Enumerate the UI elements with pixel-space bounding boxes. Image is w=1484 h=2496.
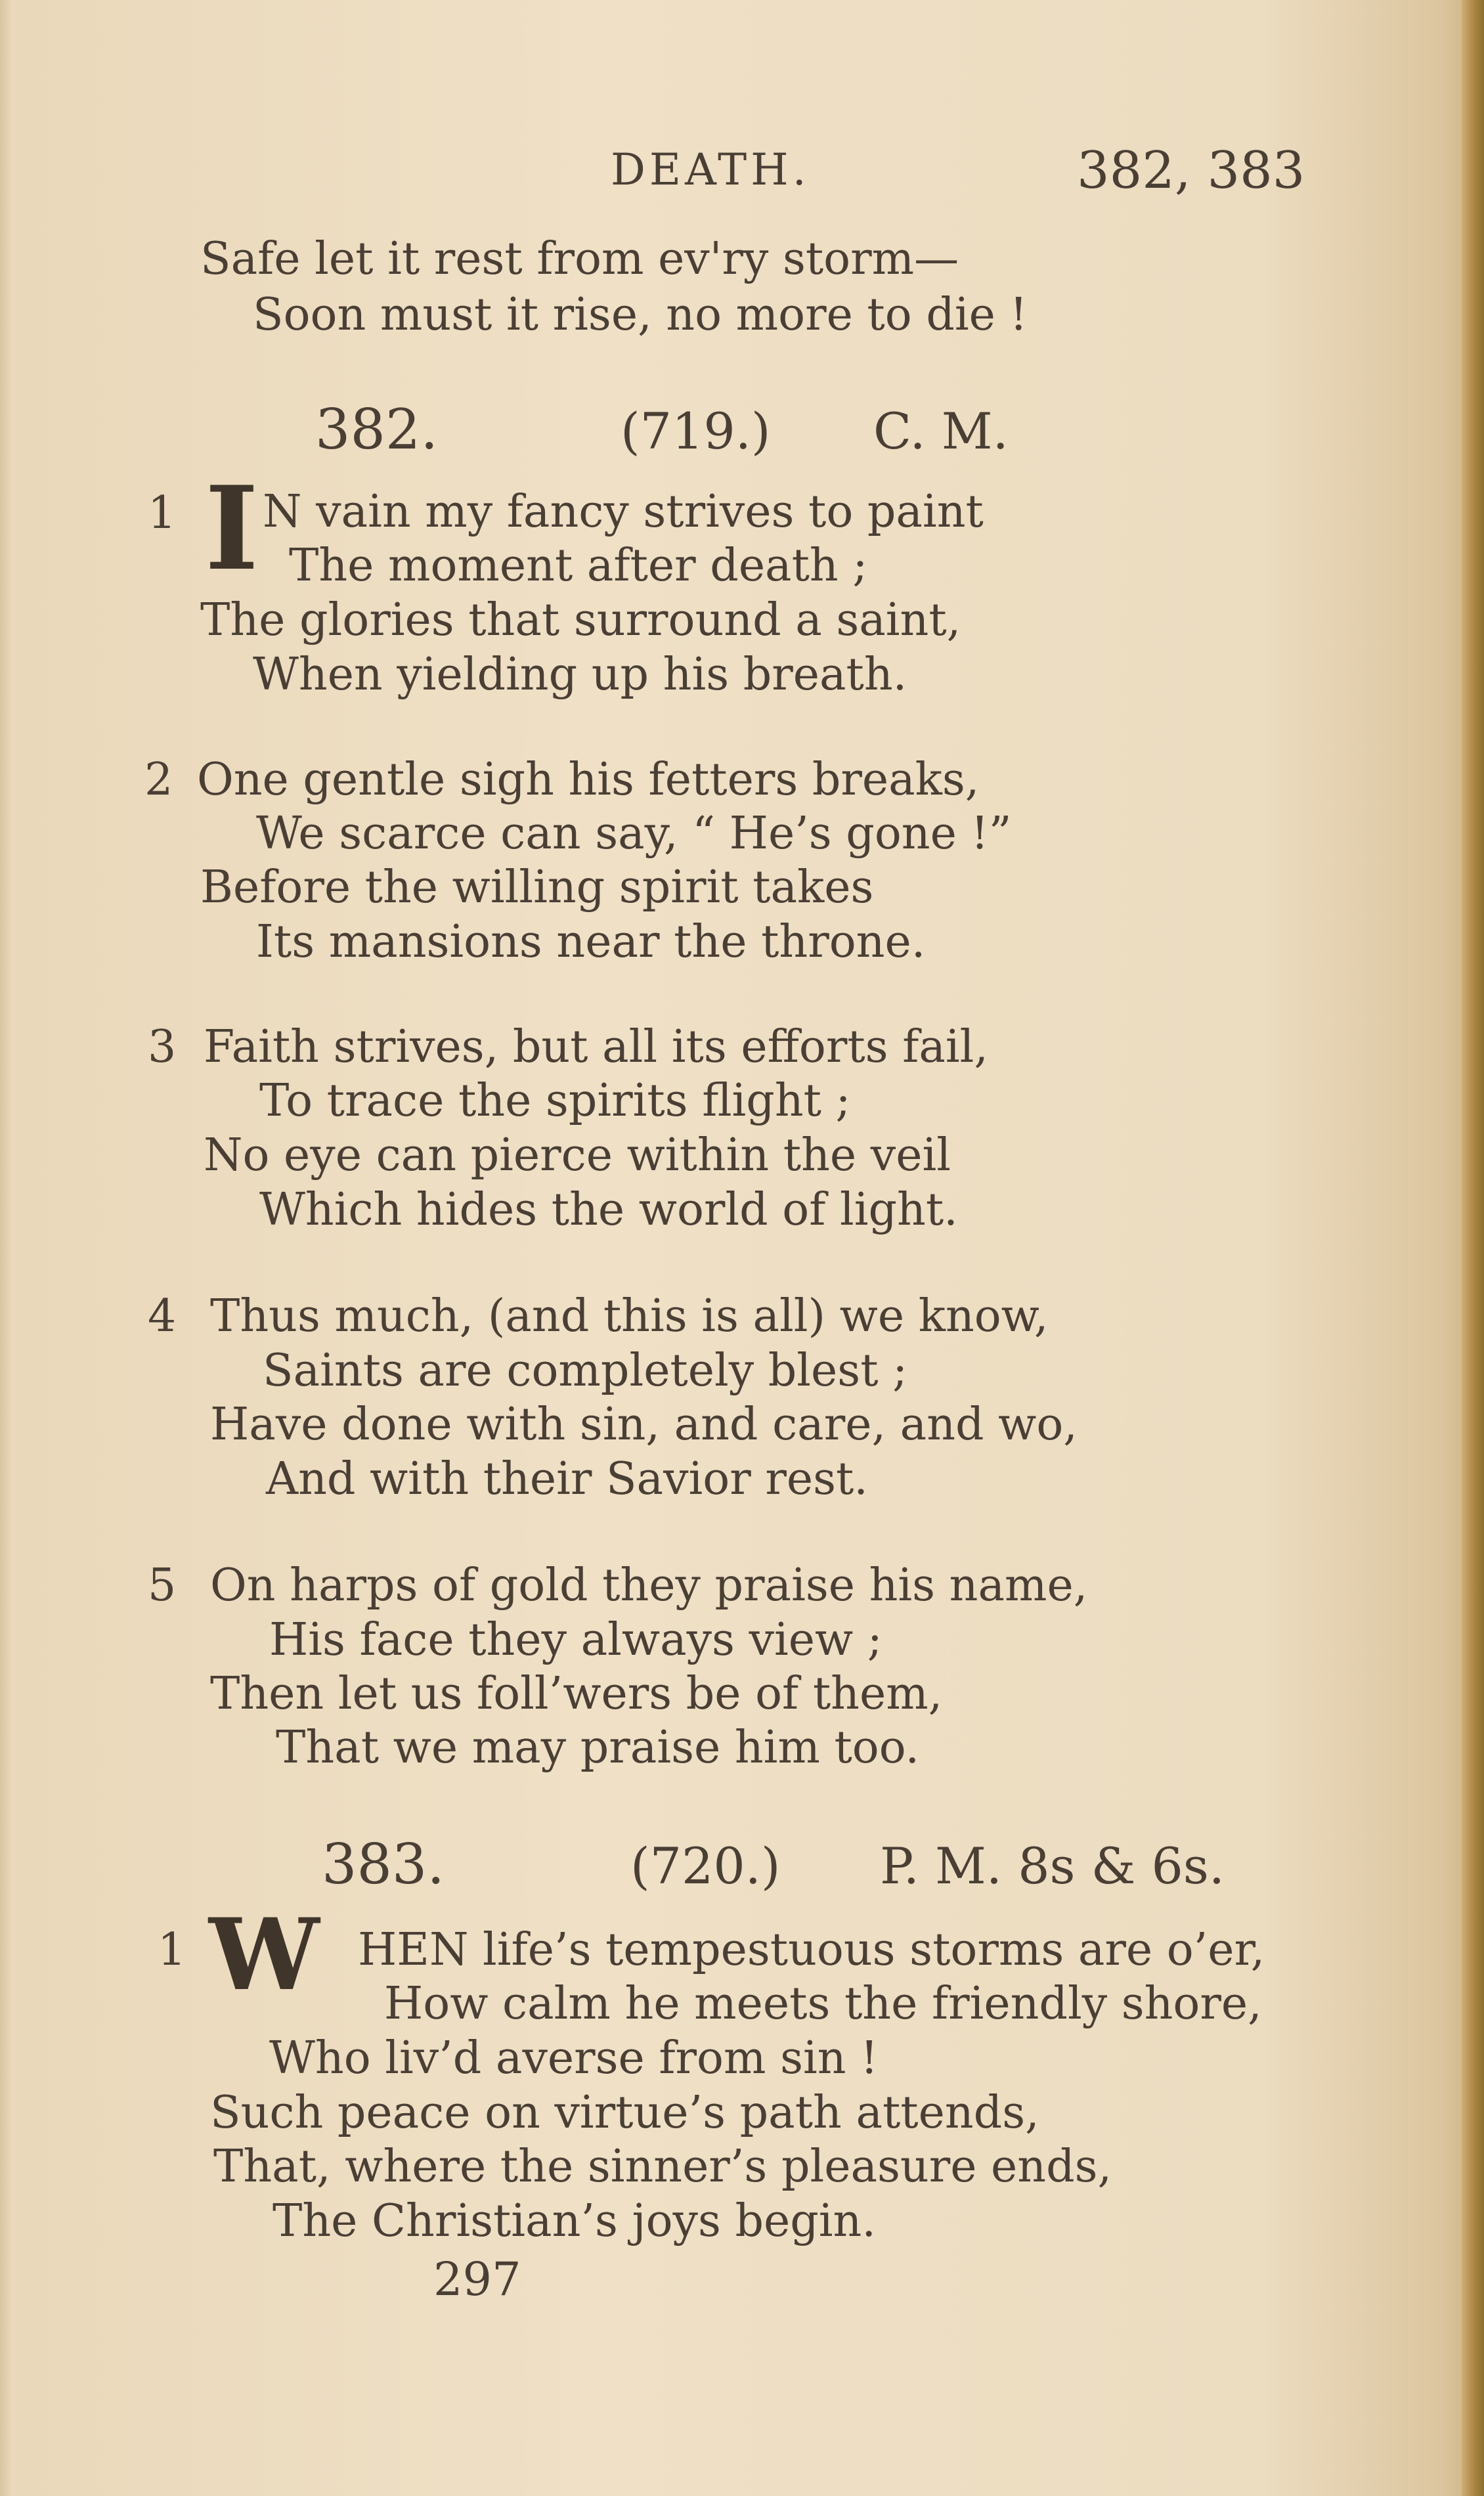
verse-line: Saints are completely blest ; <box>263 1345 908 1397</box>
verse-number: 2 <box>144 754 173 806</box>
gutter-shadow <box>0 0 12 2496</box>
verse-line: No eye can pierce within the veil <box>204 1129 951 1181</box>
drop-cap: I <box>205 462 259 596</box>
verse-line: To trace the spirits flight ; <box>259 1075 851 1127</box>
verse-line: The glories that surround a saint, <box>200 594 961 646</box>
verse-number: 5 <box>148 1560 177 1611</box>
verse-line: Then let us foll’wers be of them, <box>210 1668 943 1720</box>
hymn-number: 382. <box>315 397 439 462</box>
verse-number: 1 <box>148 487 177 539</box>
page-edge <box>1462 0 1484 2496</box>
verse-line: When yielding up his breath. <box>253 649 907 701</box>
hymn-meter: P. M. 8s & 6s. <box>880 1837 1225 1895</box>
verse-line: Thus much, (and this is all) we know, <box>210 1290 1049 1342</box>
drop-cap: W <box>209 1897 320 2013</box>
hymn-range: 382, 383 <box>1077 141 1305 200</box>
verse-line: His face they always view ; <box>269 1614 883 1666</box>
verse-line: The Christian’s joys begin. <box>273 2195 876 2247</box>
verse-line: We scarce can say, “ He’s gone !” <box>256 808 1012 860</box>
carryover-line: Safe let it rest from ev'ry storm— <box>200 233 959 285</box>
hymn-meter: C. M. <box>873 402 1009 460</box>
verse-number: 3 <box>148 1021 177 1073</box>
verse-line: Which hides the world of light. <box>259 1184 958 1236</box>
verse-line: How calm he meets the friendly shore, <box>384 1978 1262 2030</box>
carryover-line: Soon must it rise, no more to die ! <box>253 289 1028 341</box>
hymn-reference: (720.) <box>630 1837 781 1895</box>
verse-line: That we may praise him too. <box>276 1722 920 1774</box>
verse-line: Have done with sin, and care, and wo, <box>210 1399 1078 1451</box>
verse-line: HEN life’s tempestuous storms are o’er, <box>358 1924 1265 1976</box>
verse-number: 1 <box>158 1924 186 1976</box>
hymn-reference: (719.) <box>621 402 771 460</box>
verse-line: Who liv’d averse from sin ! <box>269 2032 879 2084</box>
running-title: DEATH. <box>611 144 810 195</box>
page-number: 297 <box>433 2252 521 2306</box>
verse-line: Its mansions near the throne. <box>256 916 926 968</box>
verse-line: Before the willing spirit takes <box>200 862 874 913</box>
verse-line: On harps of gold they praise his name, <box>210 1560 1088 1611</box>
verse-line: The moment after death ; <box>289 540 868 592</box>
verse-number: 4 <box>148 1290 177 1342</box>
verse-line: Faith strives, but all its efforts fail, <box>204 1021 989 1073</box>
verse-line: And with their Savior rest. <box>266 1453 868 1505</box>
verse-line: N vain my fancy strives to paint <box>263 486 984 538</box>
verse-line: That, where the sinner’s pleasure ends, <box>213 2141 1112 2193</box>
verse-line: Such peace on virtue’s path attends, <box>210 2087 1039 2139</box>
verse-line: One gentle sigh his fetters breaks, <box>197 754 980 806</box>
hymn-number: 383. <box>322 1832 445 1896</box>
